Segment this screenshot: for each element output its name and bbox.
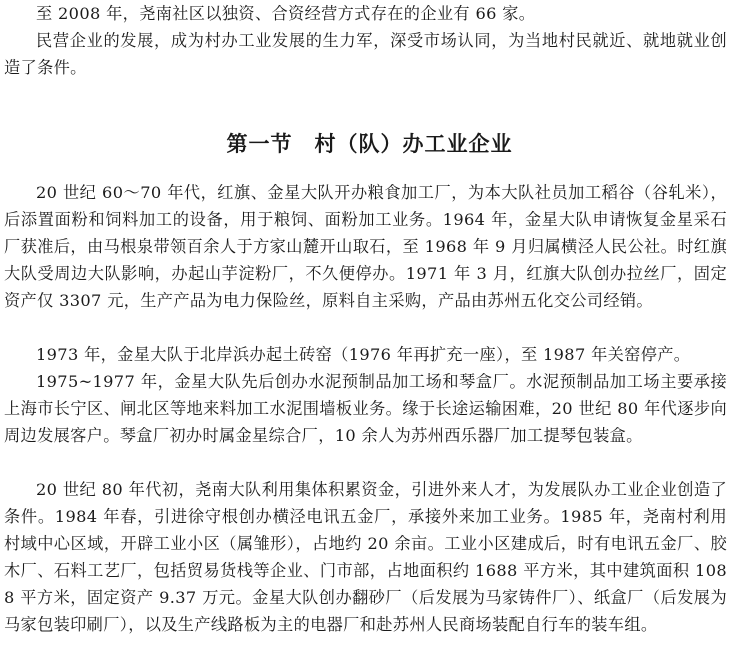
body-paragraph-4: 20 世纪 80 年代初，尧南大队利用集体积累资金，引进外来人才，为发展队办工业企业创造了条件。1984 年春，引进徐守根创办横泾电讯五金厂，承接外来加工业务。1985 年，尧南村利用村域中心区域，开辟工业小区（属雏形），占地约 20 余亩。工业小区建成后，时有电讯五金厂、胶木厂、石料工艺厂，包括贸易货栈等企业、门市部，占地面积约 1688 平方米，其中建筑面积 1088 平方米，固定资产 9.37 万元。金星大队创办翻砂厂（后发展为马家铸件厂）、纸盒厂（后发展为马家包装印刷厂），以及生产线路板为主的电器厂和赴苏州人民商场装配自行车的装车组。 <box>4 480 727 634</box>
intro-line: 至 2008 年，尧南社区以独资、合资经营方式存在的企业有 66 家。 <box>36 4 536 23</box>
section-heading: 第一节 村（队）办工业企业 <box>226 132 513 156</box>
body-paragraph-2: 1973 年，金星大队于北岸浜办起土砖窑（1976 年再扩充一座），至 1987 年关窑停产。 <box>36 345 691 364</box>
body-paragraph-3: 1975~1977 年，金星大队先后创办水泥预制品加工场和琴盒厂。水泥预制品加工场主要承接上海市长宁区、闸北区等地来料加工水泥围墙板业务。缘于长途运输困难，20 世纪 80 年代逐步向周边发展客户。琴盒厂初办时属金星综合厂，10 余人为苏州西乐器厂加工提琴包装盒。 <box>4 372 727 445</box>
intro-paragraph: 民营企业的发展，成为村办工业发展的生力军，深受市场认同，为当地村民就近、就地就业创造了条件。 <box>4 31 727 77</box>
body-paragraph-1: 20 世纪 60～70 年代，红旗、金星大队开办粮食加工厂，为本大队社员加工稻谷（谷轧米），后添置面粉和饲料加工的设备，用于粮饲、面粉加工业务。1964 年，金星大队申请恢复金星采石厂获准后，由马根泉带领百余人于方家山麓开山取石，至 1968 年 9 月归属横泾人民公社。时红旗大队受周边大队影响，办起山芋淀粉厂，不久便停办。1971 年 3 月，红旗大队创办拉丝厂，固定资产仅 3307 元，生产产品为电力保险丝，原料自主采购，产品由苏州五化交公司经销。 <box>4 183 727 310</box>
